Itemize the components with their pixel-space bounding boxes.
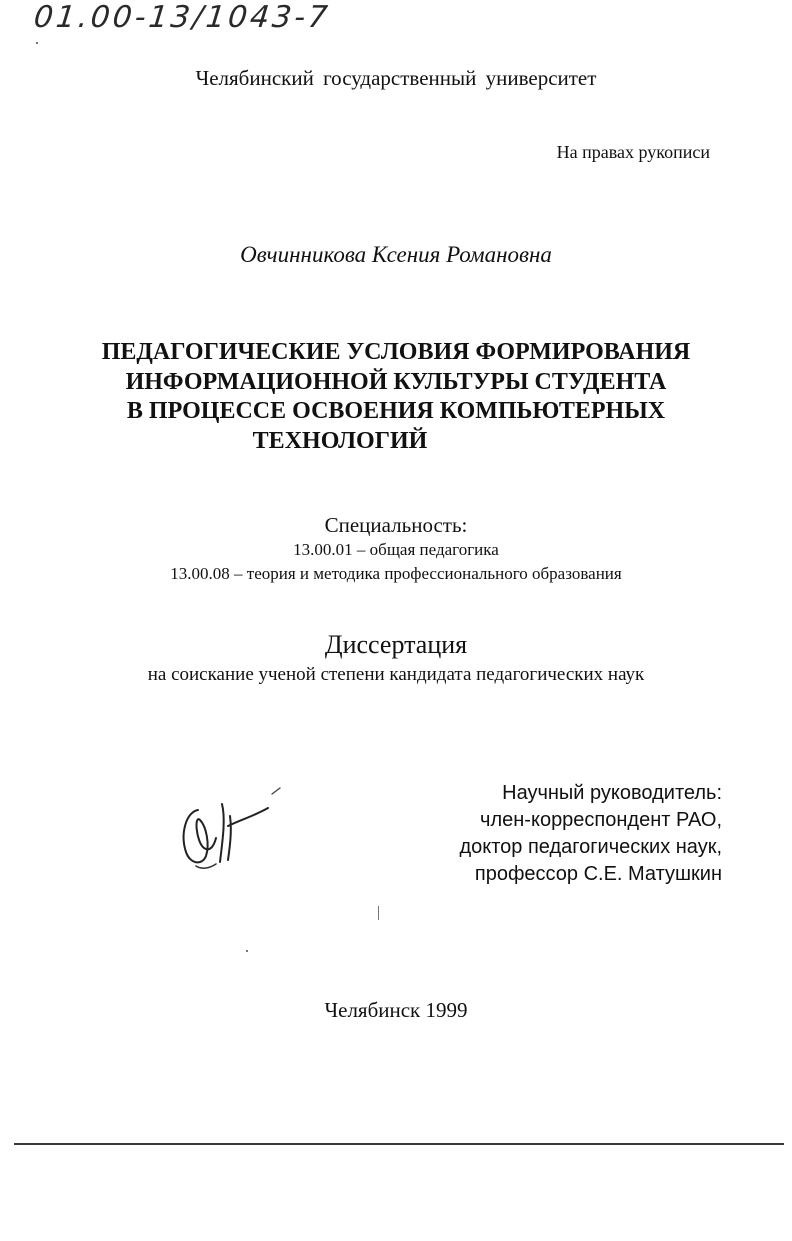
city-and-year: Челябинск 1999 bbox=[324, 998, 468, 1022]
manuscript-rights-note: На правах рукописи bbox=[556, 142, 710, 162]
dissertation-heading: Диссертация bbox=[324, 630, 468, 659]
supervisor-line: член-корреспондент РАО, bbox=[480, 809, 722, 831]
handwritten-inventory-code: 01.00-13/1043-7 bbox=[32, 0, 333, 35]
bottom-divider bbox=[14, 1143, 784, 1145]
specialty-code-line: 13.00.01 – общая педагогика bbox=[293, 540, 499, 559]
supervisor-line: доктор педагогических наук, bbox=[459, 836, 722, 858]
university-name: Челябинский государственный университет bbox=[195, 66, 597, 90]
title-line: ПЕДАГОГИЧЕСКИЕ УСЛОВИЯ ФОРМИРОВАНИЯ bbox=[101, 339, 691, 365]
scientific-supervisor bbox=[459, 780, 722, 888]
scan-speck bbox=[246, 950, 248, 952]
dissertation-subtitle: на соискание ученой степени кандидата педагогических наук bbox=[147, 664, 645, 685]
signature-icon bbox=[176, 786, 286, 876]
title-line: ТЕХНОЛОГИЙ bbox=[252, 427, 428, 454]
dissertation-title bbox=[0, 338, 792, 456]
supervisor-line: профессор С.Е. Матушкин bbox=[474, 863, 722, 885]
scan-speck bbox=[378, 906, 379, 920]
title-line: ИНФОРМАЦИОННОЙ КУЛЬТУРЫ СТУДЕНТА bbox=[125, 368, 667, 395]
specialty-code-line: 13.00.08 – теория и методика профессионального образования bbox=[170, 564, 622, 583]
author-name: Овчинникова Ксения Романовна bbox=[240, 242, 552, 267]
specialty-label: Специальность: bbox=[324, 513, 468, 537]
supervisor-line: Научный руководитель: bbox=[502, 782, 722, 804]
title-line: В ПРОЦЕССЕ ОСВОЕНИЯ КОМПЬЮТЕРНЫХ bbox=[126, 398, 666, 424]
scan-speck bbox=[36, 42, 38, 44]
handwritten-signature bbox=[176, 786, 286, 881]
